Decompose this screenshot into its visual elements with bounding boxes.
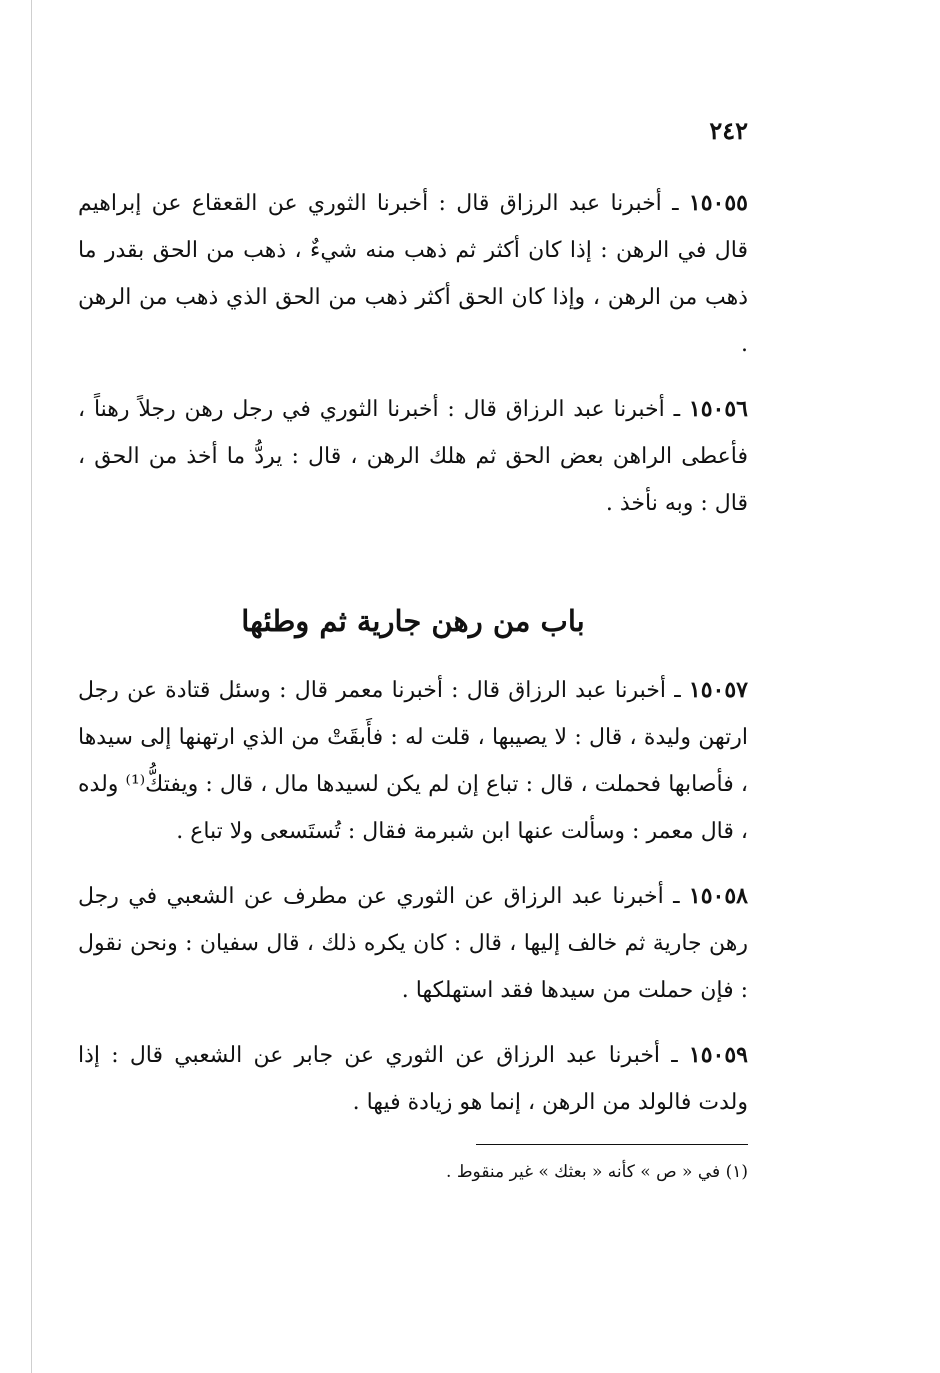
hadith-text: أخبرنا عبد الرزاق قال : أخبرنا معمر قال : وسئل قتادة عن رجل ارتهن وليدة ، قال : لا يصيبها ، قلت له : فأَبقَتْ من الذي ارتهنها إلى سيدها ، فأصابها فحملت ، قال : تباع إن لم يكن لسيدها مال ، قال : ويفتكُّ⁽¹⁾ ولده ، قال معمر : وسألت عنها ابن شبرمة فقال : تُستَسعى ولا تباع . (78, 678, 748, 844)
hadith-paragraph (78, 873, 748, 1014)
page-margin-line (31, 0, 32, 1373)
hadith-dash: ـ (666, 678, 681, 703)
hadith-number: ١٥٠٥٨ (688, 883, 748, 909)
hadith-paragraph (78, 180, 748, 368)
page-number: ٢٤٢ (709, 116, 748, 145)
hadith-paragraph (78, 667, 748, 855)
hadith-dash: ـ (663, 884, 680, 909)
hadith-text: أخبرنا عبد الرزاق قال : أخبرنا الثوري عن القعقاع عن إبراهيم قال في الرهن : إذا كان أكثر ثم ذهب منه شيءٌ ، ذهب من الحق بقدر ما ذهب من الرهن ، وإذا كان الحق أكثر ذهب من الحق الذي ذهب من الرهن . (78, 191, 748, 357)
section-spacer (78, 545, 748, 593)
footnote-divider (476, 1144, 748, 1145)
chapter-title: باب من رهن جارية ثم وطئها (241, 604, 585, 638)
hadith-dash: ـ (661, 191, 679, 216)
footnote (78, 1157, 748, 1187)
hadith-number: ١٥٠٥٧ (688, 677, 748, 703)
footnote-marker: (١) (725, 1162, 748, 1182)
hadith-dash: ـ (660, 1043, 678, 1068)
hadith-paragraph (78, 386, 748, 527)
hadith-dash: ـ (664, 397, 681, 422)
footnote-text: في « ص » كأنه « بعثك » غير منقوط . (446, 1162, 721, 1182)
hadith-number: ١٥٠٥٥ (688, 190, 748, 216)
hadith-number: ١٥٠٥٦ (688, 396, 748, 422)
hadith-paragraph (78, 1032, 748, 1126)
hadith-number: ١٥٠٥٩ (688, 1042, 748, 1068)
hadith-text: أخبرنا عبد الرزاق عن الثوري عن جابر عن الشعبي قال : إذا ولدت فالولد من الرهن ، إنما هو زيادة فيها . (78, 1043, 748, 1115)
hadith-text: أخبرنا عبد الرزاق قال : أخبرنا الثوري في رجل رهن رجلاً رهناً ، فأعطى الراهن بعض الحق ثم هلك الرهن ، قال : يردُّ ما أخذ من الحق ، قال : وبه نأخذ . (78, 397, 748, 516)
hadith-text: أخبرنا عبد الرزاق عن الثوري عن مطرف عن الشعبي في رجل رهن جارية ثم خالف إليها ، قال : كان يكره ذلك ، قال سفيان : ونحن نقول : فإن حملت من سيدها فقد استهلكها . (78, 884, 748, 1003)
book-page (78, 110, 748, 1187)
